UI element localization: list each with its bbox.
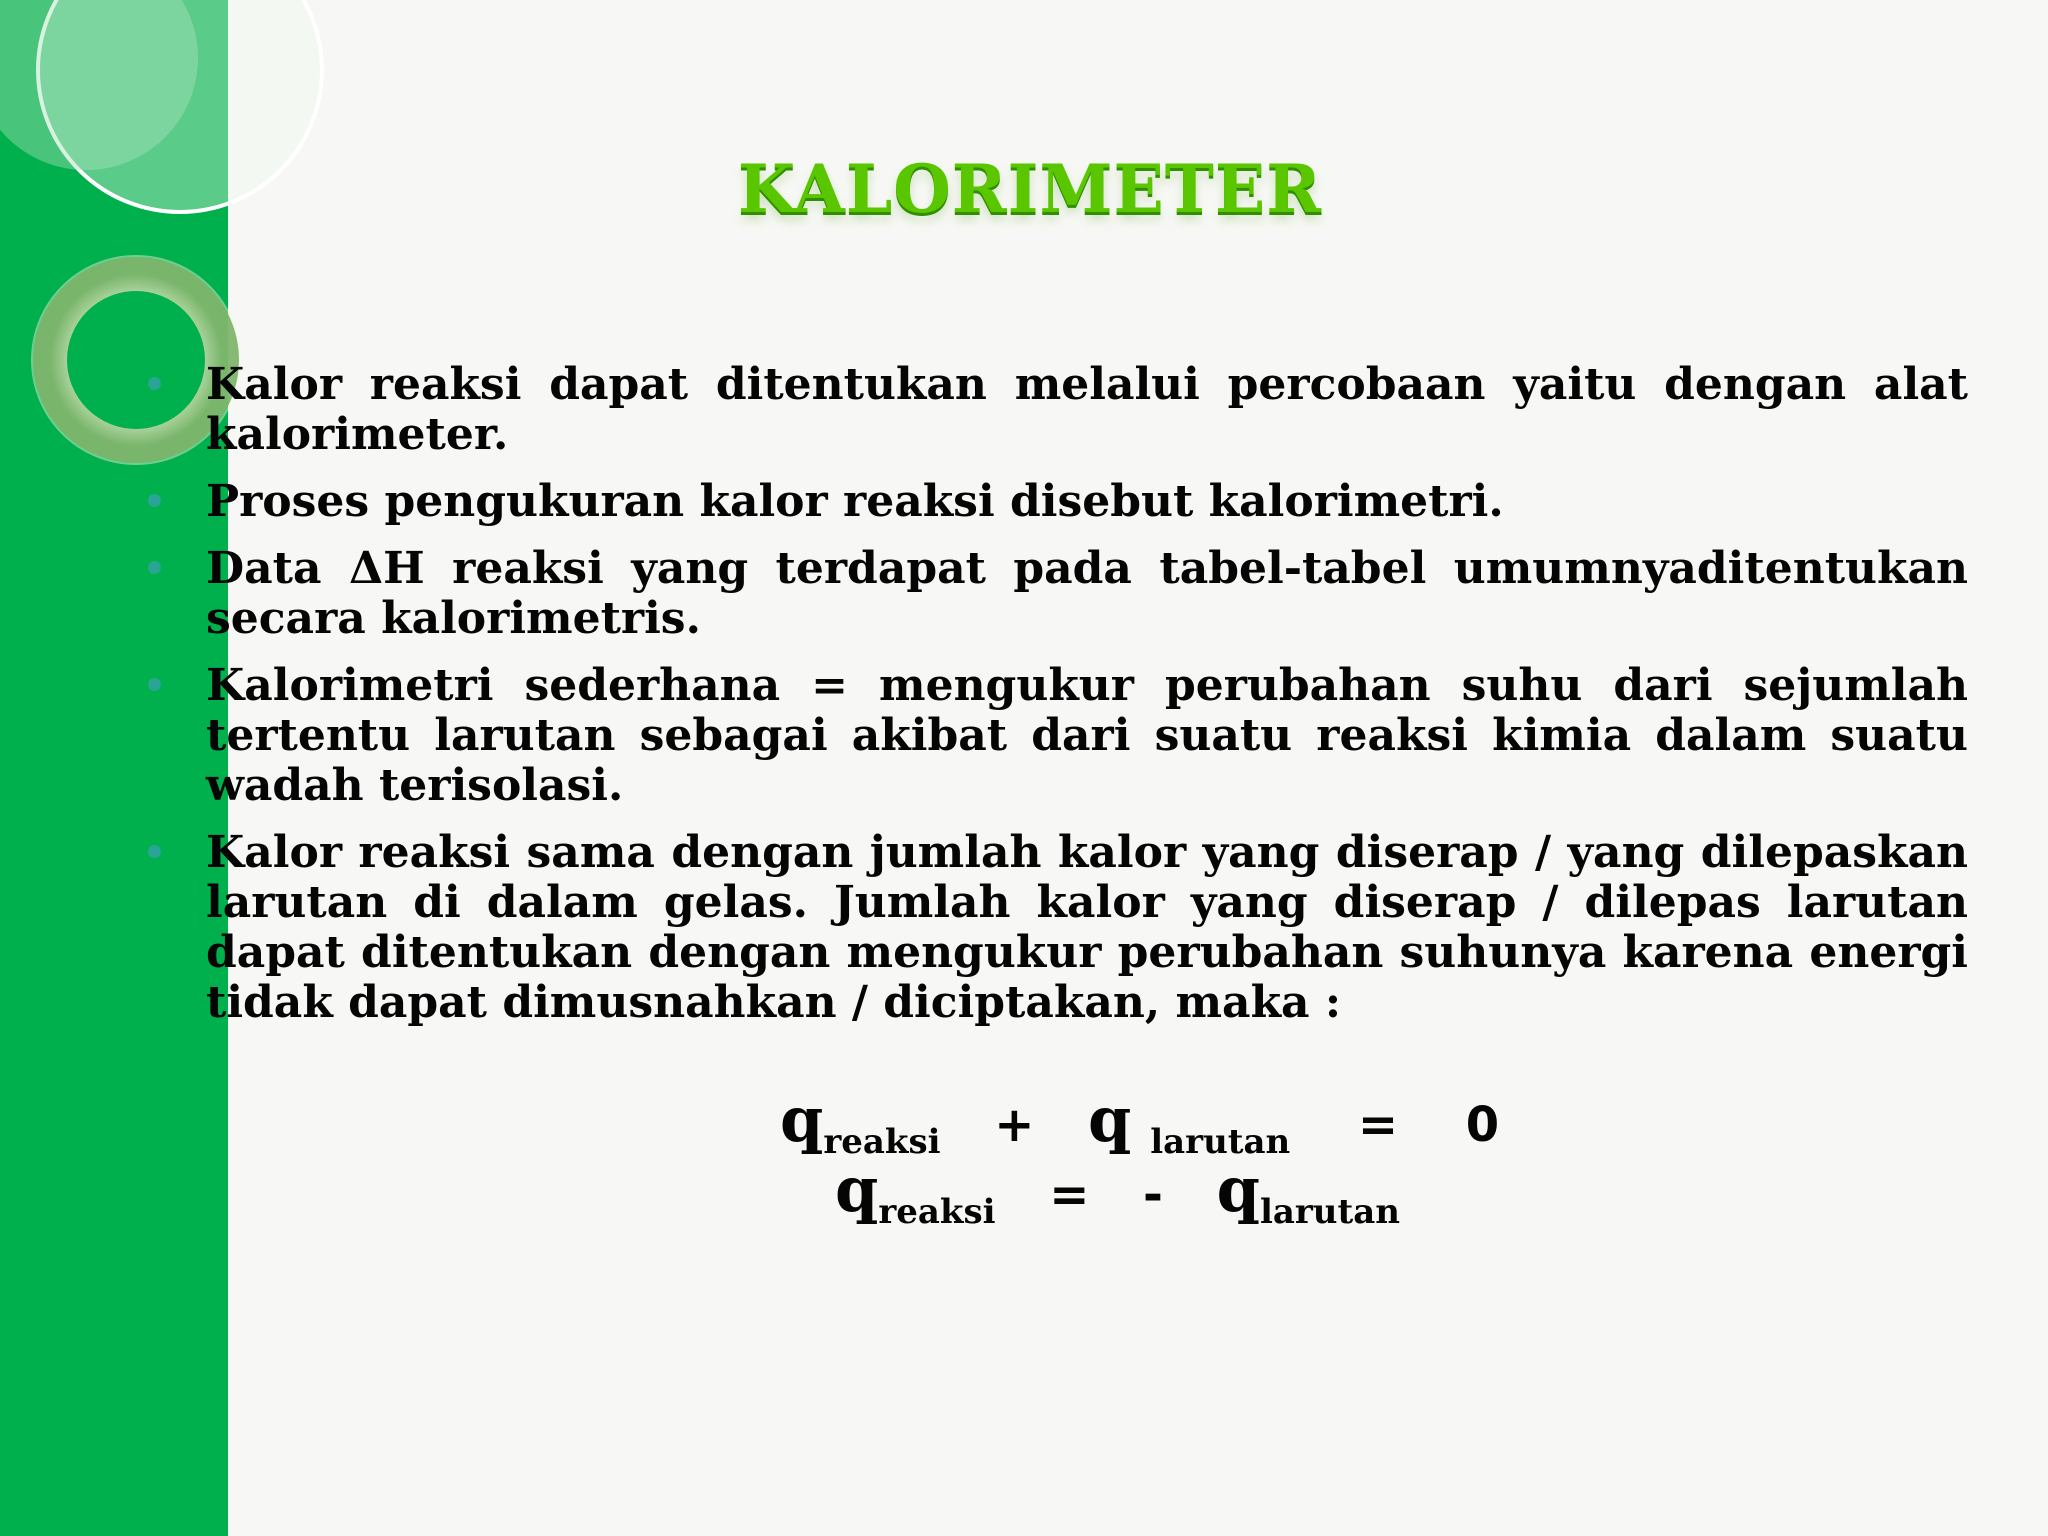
thick-ring (50, 274, 222, 446)
equation-minus: - (1143, 1167, 1163, 1223)
bullet-item-5 (206, 828, 1968, 1028)
bullet-list (206, 360, 1968, 1028)
equation-q-larutan: q (1088, 1083, 1132, 1156)
bullet-dot-icon (148, 377, 161, 390)
bullet-text-5: Kalor reaksi sama dengan jumlah kalor yang diserap / yang dilepaskan larutan di dalam gelas. Jumlah kalor yang diserap / dilepas larutan dapat ditentukan dengan mengukur perubahan suhunya karena energi tidak dapat dimusnahkan / diciptakan, maka : (206, 827, 1968, 1028)
equation-equals: = (1049, 1167, 1090, 1223)
equation-equals: = (1357, 1097, 1399, 1153)
bullet-text-3: Data ΔH reaksi yang terdapat pada tabel-tabel umumnyaditentukan secara kalorimetris. (206, 543, 1968, 644)
equation-plus: + (994, 1097, 1035, 1153)
bullet-dot-icon (148, 845, 161, 858)
bullet-item-3 (206, 544, 1968, 644)
bullet-text-2: Proses pengukuran kalor reaksi disebut kalorimetri. (206, 476, 1504, 527)
bullet-text-4: Kalorimetri sederhana = mengukur perubahan suhu dari sejumlah tertentu larutan sebagai akibat dari suatu reaksi kimia dalam suatu wadah terisolasi. (206, 660, 1968, 811)
equation-line-2 (835, 1153, 1400, 1244)
equation-q-reaksi: q (835, 1153, 879, 1226)
bullet-dot-icon (148, 678, 161, 691)
bullet-item-2 (206, 477, 1968, 527)
equation-sub-larutan: larutan (1259, 1192, 1400, 1232)
bullet-item-4 (206, 661, 1968, 811)
equation-q-reaksi: q (780, 1083, 824, 1156)
equation-sub-reaksi: reaksi (878, 1192, 996, 1232)
equation-q-larutan: q (1216, 1153, 1260, 1226)
equation-zero: 0 (1465, 1097, 1500, 1153)
equation-sub-larutan: larutan (1150, 1122, 1291, 1162)
bullet-text-1: Kalor reaksi dapat ditentukan melalui percobaan yaitu dengan alat kalorimeter. (206, 359, 1968, 460)
bullet-dot-icon (148, 561, 161, 574)
equation-sub-reaksi: reaksi (823, 1122, 941, 1162)
slide-title: KALORIMETER (737, 150, 1323, 228)
bullet-dot-icon (148, 494, 161, 507)
bullet-item-1 (206, 360, 1968, 460)
content-area (206, 360, 1968, 1045)
